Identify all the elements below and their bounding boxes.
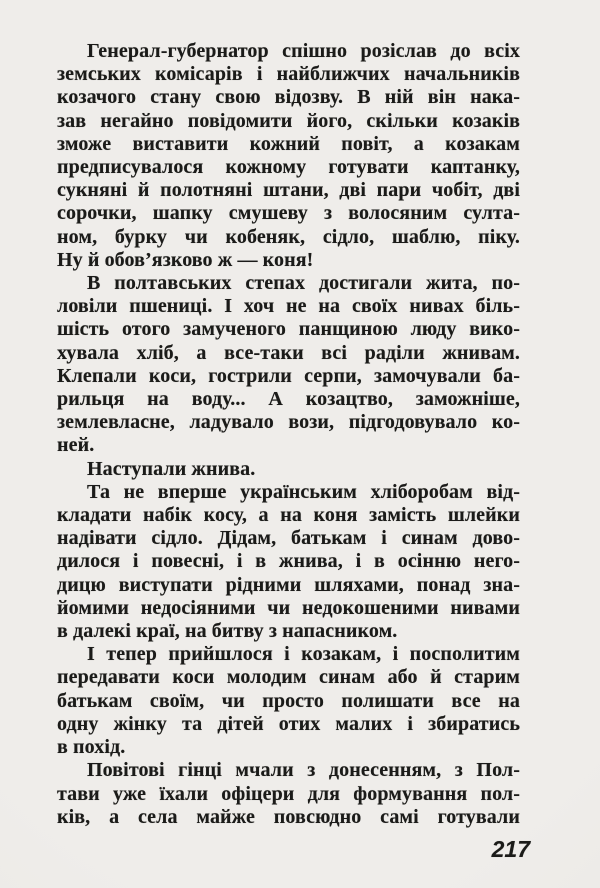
- text-line: йомими недосіяними чи недокошеними нивами: [57, 596, 520, 619]
- text-line: козачого стану свою відозву. В ній він нака-: [57, 86, 520, 109]
- text-line: Наступали жнива.: [87, 457, 256, 480]
- text-line: надівати сідло. Дідам, батькам і синам дово-: [57, 527, 520, 550]
- text-line: передавати коси молодим синам або й старим: [57, 666, 520, 689]
- text-line: дилося і повесні, і в жнива, і в осінню него-: [57, 550, 520, 573]
- text-line: ків, а села майже повсюдно самі готували: [57, 805, 520, 828]
- text-line: земських комісарів і найближчих начальників: [57, 63, 520, 86]
- text-line: ловіли пшениці. І хоч не на своїх нивах біль-: [57, 295, 520, 318]
- text-line: землевласне, ладувало вози, підгодовувало ко-: [57, 411, 520, 434]
- text-line: в далекі краї, на битву з напасником.: [57, 620, 398, 643]
- text-line: предписувалося кожному готувати каптанку,: [57, 156, 520, 179]
- text-line: Повітові гінці мчали з донесенням, з Пол-: [87, 759, 520, 782]
- text-line: зав негайно повідомити його, скільки козаків: [57, 109, 520, 132]
- text-line: одну жінку та дітей отих малих і збиратись: [57, 712, 520, 735]
- text-line: ней.: [57, 434, 95, 457]
- text-line: Генерал-губернатор спішно розіслав до всіх: [87, 40, 520, 62]
- text-line: зможе виставити кожний повіт, а козакам: [57, 132, 520, 155]
- text-line: тави уже їхали офіцери для формування пол-: [57, 782, 520, 805]
- text-line: Ну й обов’язково ж — коня!: [57, 248, 314, 271]
- text-line: хувала хліб, а все-таки всі раділи жнивам.: [57, 341, 520, 364]
- text-line: В полтавських степах достигали жита, по-: [87, 272, 520, 295]
- text-line: кладати набік косу, а на коня замість шлейки: [57, 504, 520, 527]
- text-block: [57, 40, 520, 829]
- text-line: в похід.: [57, 736, 126, 759]
- text-line: рильця на воду... А козацтво, заможніше,: [57, 388, 520, 411]
- text-line: ном, бурку чи кобеняк, сідло, шаблю, піку.: [57, 225, 520, 248]
- text-line: сукняні й полотняні штани, дві пари чобіт, дві: [57, 179, 520, 202]
- text-line: шість отого замученого панщиною люду вико-: [57, 318, 520, 341]
- text-line: Та не вперше українським хліборобам від-: [87, 480, 520, 503]
- text-line: І тепер прийшлося і козакам, і посполитим: [87, 643, 520, 666]
- text-line: Клепали коси, гострили серпи, замочували ба-: [57, 364, 520, 387]
- text-line: сорочки, шапку смушеву з волосяним султа-: [57, 202, 520, 225]
- text-line: батькам своїм, чи просто полишати все на: [57, 689, 520, 712]
- text-line: дицю виступати рідними шляхами, понад зна-: [57, 573, 520, 596]
- page-number: 217: [491, 836, 530, 862]
